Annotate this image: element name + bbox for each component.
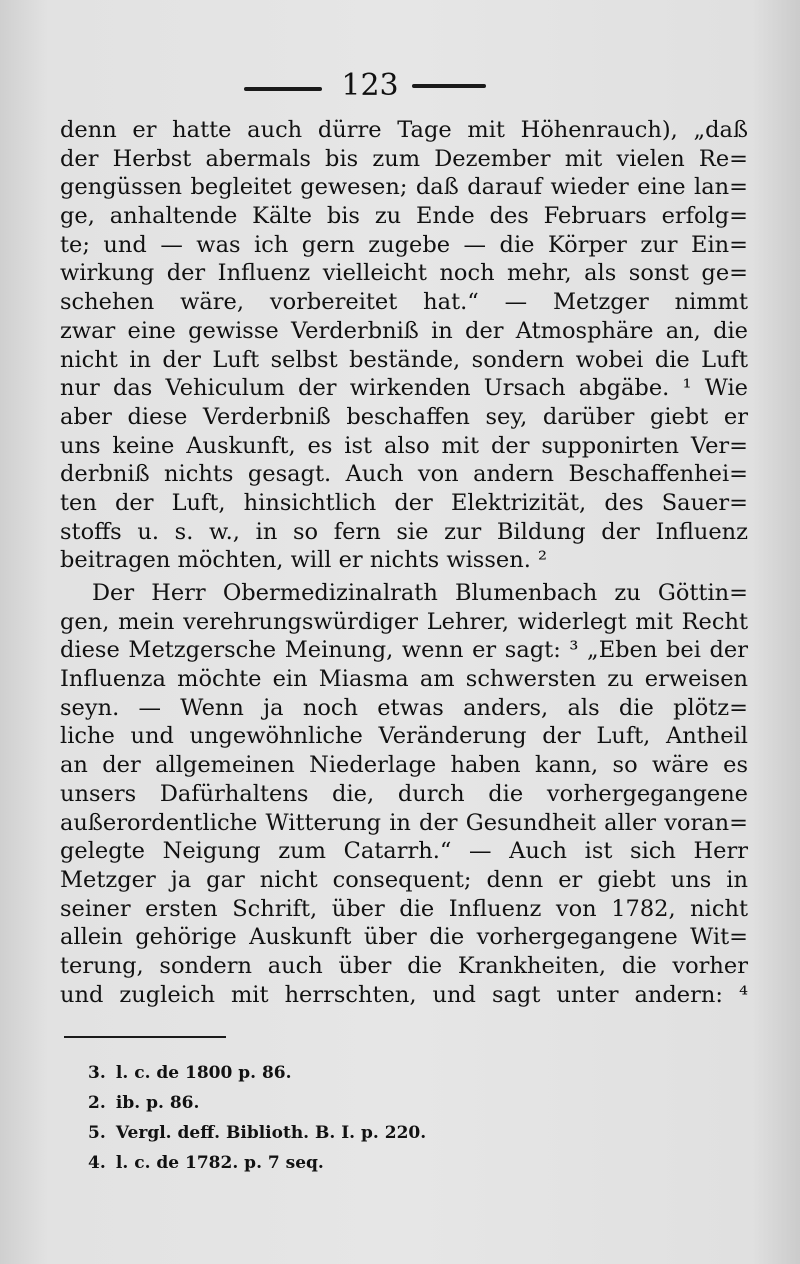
paragraph-start-line: Der Herr Obermedizinalrath Blumenbach zu Göttin= <box>92 580 748 606</box>
text-line: ten der Luft, hinsichtlich der Elektrizität, des Sauer= <box>60 489 748 516</box>
text-line: Influenza möchte ein Miasma am schwersten zu erweisen <box>60 666 748 693</box>
footnote-text: l. c. de 1782. p. 7 seq. <box>115 1153 324 1173</box>
text-line: stoffs u. s. w., in so fern sie zur Bildung der Influenz <box>60 518 748 545</box>
text-line: und zugleich mit herrschten, und sagt unter andern: ⁴ <box>60 981 748 1008</box>
header-rule-left <box>244 87 322 91</box>
page-header <box>0 66 800 106</box>
text-line: zwar eine gewisse Verderbniß in der Atmosphäre an, die <box>60 317 748 344</box>
footnote <box>88 1118 588 1148</box>
text-line: terung, sondern auch über die Krankheiten, die vorher <box>60 952 748 979</box>
text-line: aber diese Verderbniß beschaffen sey, darüber giebt er <box>60 403 748 430</box>
text-line: an der allgemeinen Niederlage haben kann, so wäre es <box>60 752 748 779</box>
footnote-marker: 3. <box>88 1063 106 1083</box>
text-line: diese Metzgersche Meinung, wenn er sagt: ³ „Eben bei der <box>60 637 748 664</box>
text-line: wirkung der Influenz vielleicht noch mehr, als sonst ge= <box>60 260 748 287</box>
text-line: schehen wäre, vorbereitet hat.“ — Metzger nimmt <box>60 289 748 316</box>
text-line: unsers Dafürhaltens die, durch die vorhergegangene <box>60 780 748 807</box>
footnote-separator <box>64 1036 226 1038</box>
footnote <box>88 1088 588 1118</box>
footnote <box>88 1148 588 1178</box>
text-line: gen, mein verehrungswürdiger Lehrer, widerlegt mit Recht <box>60 608 748 635</box>
body-text <box>60 116 748 1009</box>
footnote <box>88 1058 588 1088</box>
text-line: der Herbst abermals bis zum Dezember mit vielen Re= <box>60 145 748 172</box>
page-number: 123 <box>341 68 399 103</box>
footnotes <box>88 1058 588 1178</box>
text-line: ge, anhaltende Kälte bis zu Ende des Februars erfolg= <box>60 203 748 230</box>
text-line: denn er hatte auch dürre Tage mit Höhenrauch), „daß <box>60 117 748 143</box>
header-rule-right <box>412 84 486 88</box>
text-line: allein gehörige Auskunft über die vorhergegangene Wit= <box>60 924 748 951</box>
text-line: te; und — was ich gern zugebe — die Körper zur Ein= <box>60 231 748 258</box>
text-line: uns keine Auskunft, es ist also mit der supponirten Ver= <box>60 432 748 459</box>
text-line: liche und ungewöhnliche Veränderung der Luft, Antheil <box>60 723 748 750</box>
footnote-marker: 4. <box>88 1153 106 1173</box>
text-line: seyn. — Wenn ja noch etwas anders, als die plötz= <box>60 694 748 721</box>
text-line: gelegte Neigung zum Catarrh.“ — Auch ist sich Herr <box>60 838 748 865</box>
text-line: seiner ersten Schrift, über die Influenz von 1782, nicht <box>60 895 748 922</box>
text-line: nur das Vehiculum der wirkenden Ursach abgäbe. ¹ Wie <box>60 375 748 402</box>
text-line: Metzger ja gar nicht consequent; denn er giebt uns in <box>60 866 748 893</box>
footnote-text: ib. p. 86. <box>115 1093 200 1113</box>
text-line: gengüssen begleitet gewesen; daß darauf wieder eine lan= <box>60 174 748 201</box>
footnote-marker: 2. <box>88 1093 106 1113</box>
footnote-text: l. c. de 1800 p. 86. <box>115 1063 292 1083</box>
footnote-marker: 5. <box>88 1123 106 1143</box>
text-line: derbniß nichts gesagt. Auch von andern Beschaffenhei= <box>60 461 748 488</box>
text-line: nicht in der Luft selbst bestände, sondern wobei die Luft <box>60 346 748 373</box>
footnote-text: Vergl. deff. Biblioth. B. I. p. 220. <box>115 1123 427 1143</box>
text-line: außerordentliche Witterung in der Gesundheit aller voran= <box>60 809 748 836</box>
text-line: beitragen möchten, will er nichts wissen. ² <box>60 547 548 574</box>
